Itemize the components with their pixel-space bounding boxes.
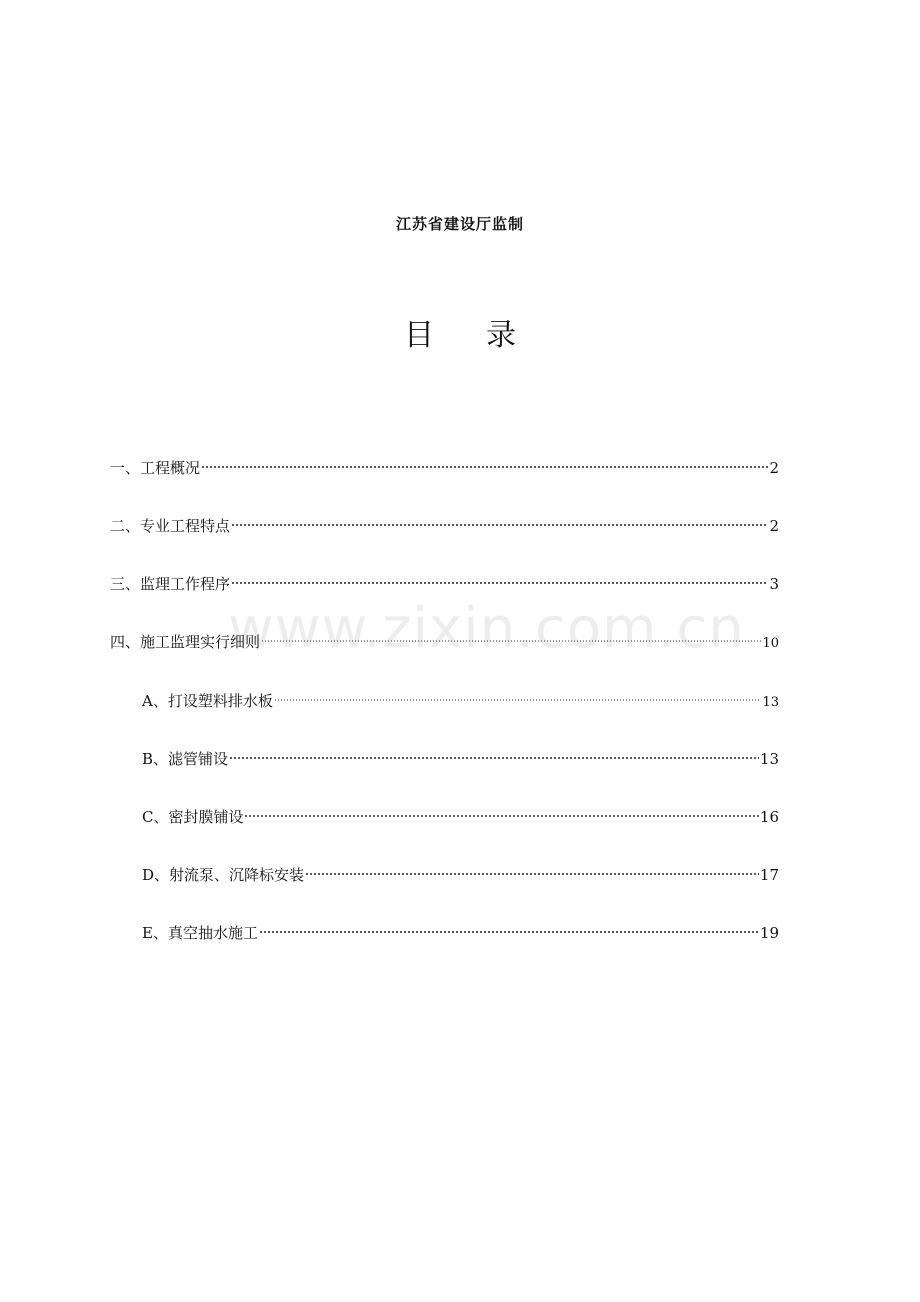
toc-title-char-1: 目 xyxy=(404,318,434,353)
toc-entry-label: 三、监理工作程序 xyxy=(110,575,231,593)
toc-entry-label: C、密封膜铺设 xyxy=(142,808,244,826)
toc-entry-page: 17 xyxy=(759,866,779,884)
watermark: www.zixin.com.cn xyxy=(228,596,745,661)
dot-leader xyxy=(243,800,759,822)
toc-entry-3[interactable] xyxy=(110,567,779,593)
toc-entry-label: D、射流泵、沉降标安装 xyxy=(142,866,305,884)
dot-leader xyxy=(200,451,769,473)
toc-entry-page: 13 xyxy=(759,750,779,768)
toc-title-char-2: 录 xyxy=(486,318,516,353)
toc-entry-5[interactable] xyxy=(142,684,779,710)
toc-entry-page: 3 xyxy=(769,575,779,593)
dot-leader xyxy=(230,567,769,589)
toc-entry-page: 2 xyxy=(769,459,779,477)
toc-entry-9[interactable] xyxy=(142,916,779,942)
toc-entry-4[interactable] xyxy=(110,625,779,651)
toc-entry-page: 13 xyxy=(762,695,779,710)
dot-leader xyxy=(273,684,763,706)
dot-leader xyxy=(260,625,762,647)
toc-entry-label: 二、专业工程特点 xyxy=(110,517,231,535)
toc-entry-label: A、打设塑料排水板 xyxy=(142,692,273,710)
toc-entry-7[interactable] xyxy=(142,800,779,826)
dot-leader xyxy=(230,509,769,531)
toc-entry-page: 10 xyxy=(762,636,779,651)
toc-entry-6[interactable] xyxy=(142,742,779,768)
toc-entry-label: B、滤管铺设 xyxy=(142,750,229,768)
dot-leader xyxy=(258,916,760,938)
toc-entry-page: 19 xyxy=(759,924,779,942)
toc-entry-1[interactable] xyxy=(110,451,779,477)
toc-entry-label: E、真空抽水施工 xyxy=(142,924,258,942)
toc-entry-8[interactable] xyxy=(142,858,779,884)
issuer-line: 江苏省建设厅监制 xyxy=(395,215,524,233)
dot-leader xyxy=(304,858,760,880)
toc-entry-label: 一、工程概况 xyxy=(110,459,201,477)
toc-entry-page: 16 xyxy=(759,808,779,826)
toc-entry-2[interactable] xyxy=(110,509,779,535)
toc-entry-page: 2 xyxy=(769,517,779,535)
dot-leader xyxy=(228,742,760,764)
toc-entry-label: 四、施工监理实行细则 xyxy=(110,633,261,651)
